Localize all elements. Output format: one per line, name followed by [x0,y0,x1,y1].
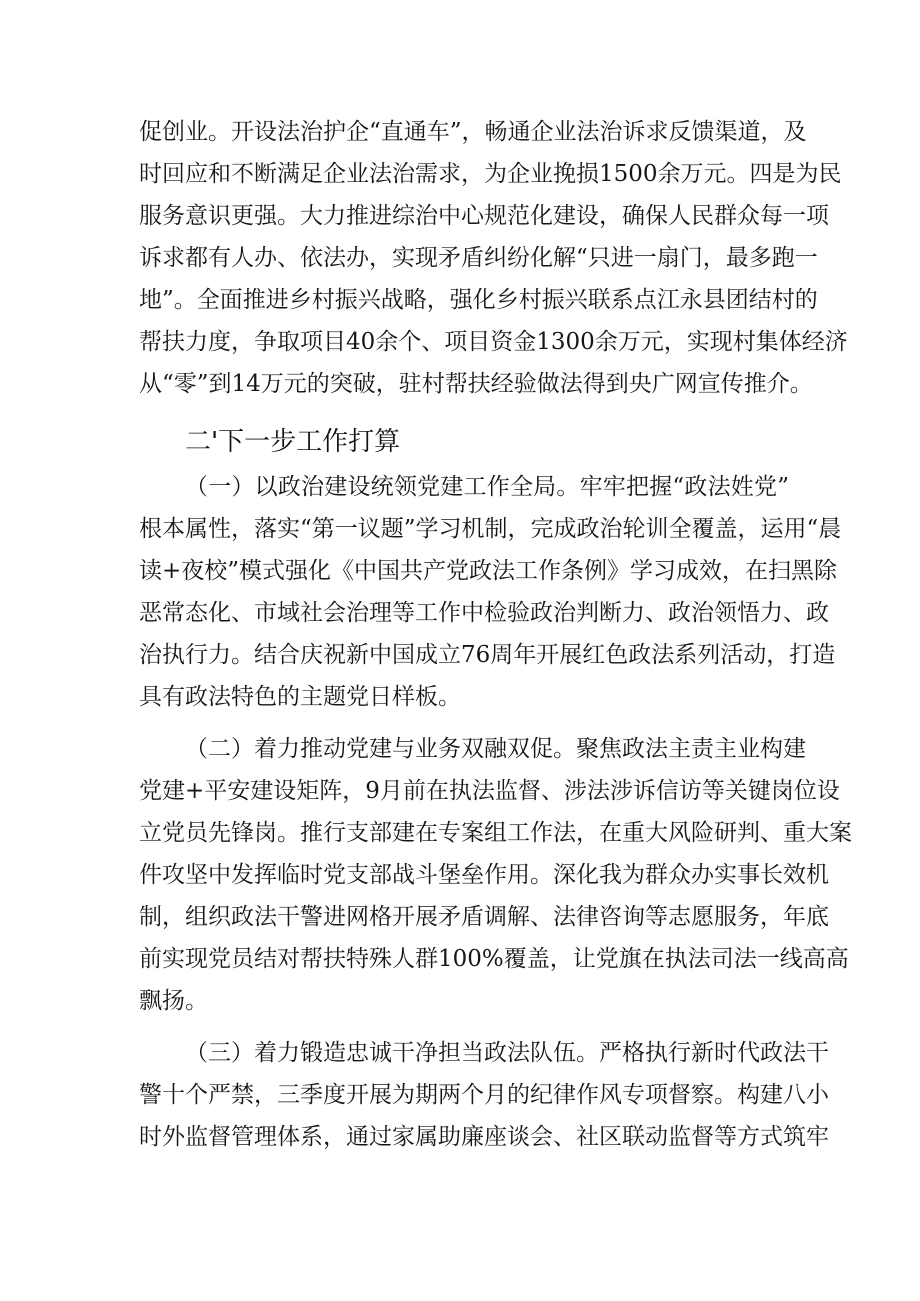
paragraph-line: 促创业。开设法治护企“直通车”，畅通企业法治诉求反馈渠道，及 [139,119,807,145]
paragraph-line: 立党员先锋岗。推行支部建在专案组工作法，在重大风险研判、重大案 [139,820,852,846]
paragraph-line: 地”。全面推进乡村振兴战略，强化乡村振兴联系点江永县团结村的 [139,287,818,313]
paragraph-line: 时外监督管理体系，通过家属助廉座谈会、社区联动监督等方式筑牢 [139,1124,829,1150]
paragraph-line: 根本属性，落实“第一议题”学习机制，完成政治轮训全覆盖，运用“晨 [139,516,842,542]
paragraph-line: 读+夜校”模式强化《中国共产党政法工作条例》学习成效，在扫黑除 [139,558,838,584]
paragraph-line: 警十个严禁，三季度开展为期两个月的纪律作风专项督察。构建八小 [139,1082,829,1108]
section-heading: 二'下一步工作打算 [185,427,401,457]
paragraph-line: （三）着力锻造忠诚干净担当政法队伍。严格执行新时代政法干 [185,1040,829,1066]
paragraph-line: 帮扶力度，争取项目40余个、项目资金1300余万元，实现村集体经济 [139,329,848,355]
paragraph-line: 制，组织政法干警进网格开展矛盾调解、法律咨询等志愿服务，年底 [139,904,829,930]
paragraph-line: 服务意识更强。大力推进综治中心规范化建设，确保人民群众每一项 [139,203,829,229]
paragraph-line: 诉求都有人办、依法办，实现矛盾纠纷化解“只进一扇门，最多跑一 [139,245,818,271]
paragraph-line: 党建+平安建设矩阵，9月前在执法监督、涉法涉诉信访等关键岗位设 [139,778,840,804]
paragraph-line: 具有政法特色的主题党日样板。 [139,684,461,710]
paragraph-line: 治执行力。结合庆祝新中国成立76周年开展红色政法系列活动，打造 [139,642,836,668]
paragraph-line: （一）以政治建设统领党建工作全局。牢牢把握“政法姓党” [185,474,789,500]
paragraph-line: 件攻坚中发挥临时党支部战斗堡垒作用。深化我为群众办实事长效机 [139,862,829,888]
paragraph-line: 时回应和不断满足企业法治需求，为企业挽损1500余万元。四是为民 [139,161,842,187]
paragraph-line: 恶常态化、市域社会治理等工作中检验政治判断力、政治领悟力、政 [139,600,829,626]
paragraph-line: 从“零”到14万元的突破，驻村帮扶经验做法得到央广网宣传推介。 [139,371,813,397]
paragraph-line: （二）着力推动党建与业务双融双促。聚焦政法主责主业构建 [185,736,806,762]
paragraph-line: 飘扬。 [139,988,208,1014]
paragraph-line: 前实现党员结对帮扶特殊人群100%覆盖，让党旗在执法司法一线高高 [139,946,849,972]
